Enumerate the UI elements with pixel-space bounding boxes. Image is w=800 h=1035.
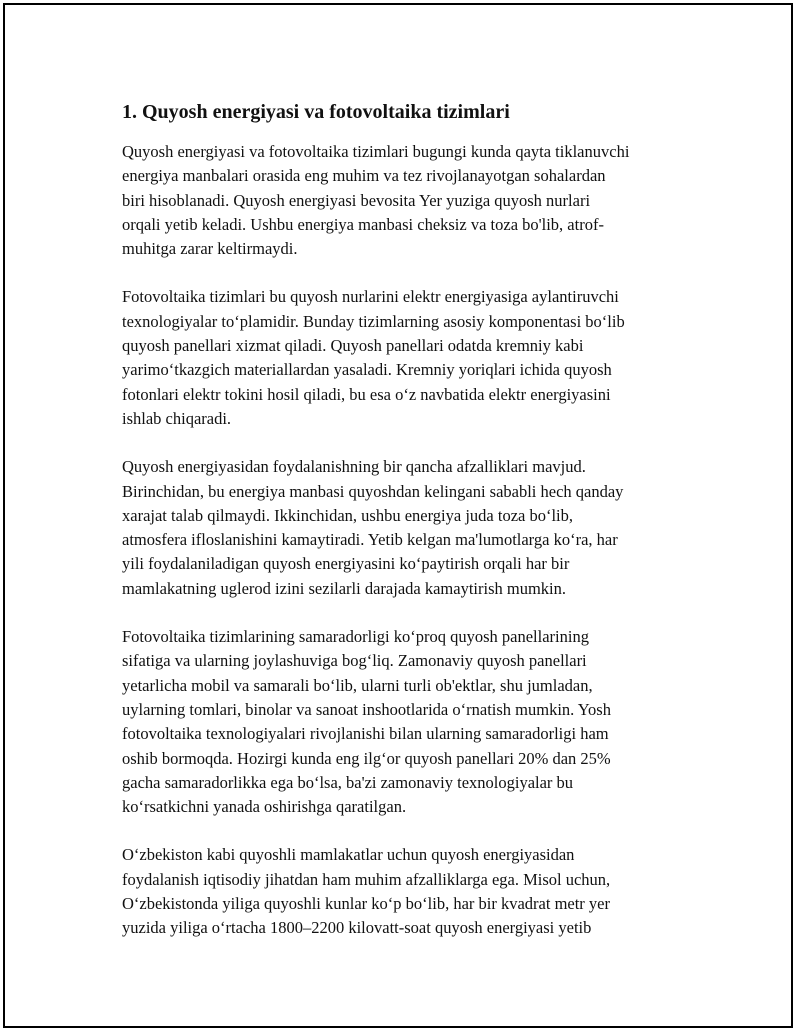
- body-paragraph: [122, 625, 697, 819]
- text-line: gacha samaradorlikka ega bo‘lsa, ba'zi zamonaviy texnologiyalar bu: [122, 772, 574, 792]
- text-line: oshib bormoqda. Hozirgi kunda eng ilg‘or quyosh panellari 20% dan 25%: [122, 748, 611, 768]
- document-page: [3, 3, 793, 1028]
- text-line: Birinchidan, bu energiya manbasi quyoshdan kelingani sababli hech qanday: [122, 481, 624, 501]
- text-line: uylarning tomlari, binolar va sanoat inshootlarida o‘rnatish mumkin. Yosh: [122, 699, 611, 719]
- text-line: xarajat talab qilmaydi. Ikkinchidan, ushbu energiya juda toza bo‘lib,: [122, 505, 574, 525]
- text-line: yili foydalaniladigan quyosh energiyasini ko‘paytirish orqali har bir: [122, 554, 570, 574]
- text-line: ishlab chiqaradi.: [122, 408, 232, 428]
- text-line: yetarlicha mobil va samarali bo‘lib, ularni turli ob'ektlar, shu jumladan,: [122, 675, 593, 695]
- text-line: quyosh panellari xizmat qiladi. Quyosh panellari odatda kremniy kabi: [122, 336, 584, 356]
- text-line: fotovoltaika texnologiyalari rivojlanishi bilan ularning samaradorligi ham: [122, 724, 609, 744]
- text-line: Quyosh energiyasi va fotovoltaika tizimlari bugungi kunda qayta tiklanuvchi: [122, 142, 630, 161]
- text-line: energiya manbalari orasida eng muhim va tez rivojlanayotgan sohalardan: [122, 166, 606, 186]
- text-line: sifatiga va ularning joylashuviga bog‘liq. Zamonaviy quyosh panellari: [122, 651, 587, 671]
- text-line: biri hisoblanadi. Quyosh energiyasi bevosita Yer yuziga quyosh nurlari: [122, 190, 591, 210]
- text-line: O‘zbekiston kabi quyoshli mamlakatlar uchun quyosh energiyasidan: [122, 845, 575, 865]
- text-line: Quyosh energiyasidan foydalanishning bir qancha afzalliklari mavjud.: [122, 457, 586, 477]
- text-line: atmosfera ifloslanishini kamaytiradi. Yetib kelgan ma'lumotlarga ko‘ra, har: [122, 530, 618, 550]
- paragraphs-container: [122, 140, 697, 941]
- text-line: Fotovoltaika tizimlarining samaradorligi ko‘proq quyosh panellarining: [122, 627, 589, 647]
- text-line: ko‘rsatkichni yanada oshirishga qaratilgan.: [122, 797, 407, 817]
- text-line: muhitga zarar keltirmaydi.: [122, 239, 298, 259]
- text-line: texnologiyalar to‘plamidir. Bunday tizimlarning asosiy komponentasi bo‘lib: [122, 311, 625, 331]
- text-line: orqali yetib keladi. Ushbu energiya manbasi cheksiz va toza bo'lib, atrof-: [122, 214, 604, 234]
- body-paragraph: [122, 285, 697, 431]
- section-title: 1. Quyosh energiyasi va fotovoltaika tizimlari: [122, 101, 510, 123]
- text-line: O‘zbekistonda yiliga quyoshli kunlar ko‘p bo‘lib, har bir kvadrat metr yer: [122, 894, 610, 914]
- body-paragraph: [122, 140, 697, 261]
- text-line: foydalanish iqtisodiy jihatdan ham muhim afzalliklarga ega. Misol uchun,: [122, 869, 611, 889]
- text-line: yuzida yiliga o‘rtacha 1800–2200 kilovatt-soat quyosh energiyasi yetib: [122, 918, 592, 938]
- body-paragraph: [122, 843, 697, 940]
- document-content: [122, 98, 697, 965]
- text-line: yarimo‘tkazgich materiallardan yasaladi. Kremniy yoriqlari ichida quyosh: [122, 360, 612, 380]
- text-line: fotonlari elektr tokini hosil qiladi, bu esa o‘z navbatida elektr energiyasini: [122, 384, 611, 404]
- text-line: mamlakatning uglerod izini sezilarli darajada kamaytirish mumkin.: [122, 578, 566, 598]
- text-line: Fotovoltaika tizimlari bu quyosh nurlarini elektr energiyasiga aylantiruvchi: [122, 287, 619, 307]
- body-paragraph: [122, 455, 697, 601]
